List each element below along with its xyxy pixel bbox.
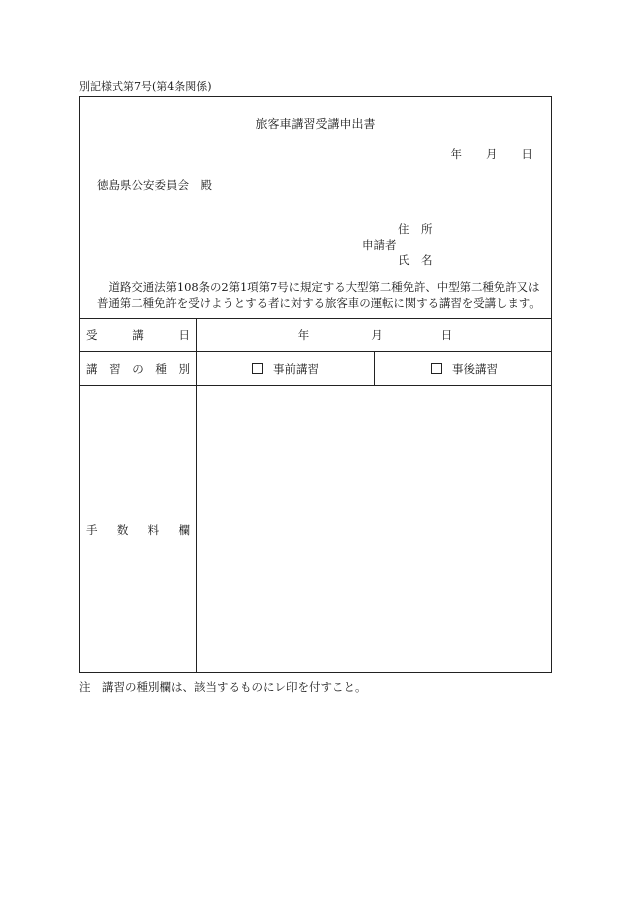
form-title: 旅客車講習受講申出書 [255,117,376,131]
day-label: 日 [521,147,533,161]
application-statement: 道路交通法第108条の2第1項第7号に規定する大型第二種免許、中型第二種免許又は普通第二種免許を受けようとする者に対する旅客車の運転に関する講習を受講します。 [97,280,541,310]
day-label: 日 [440,328,453,342]
footnote: 注 講習の種別欄は、該当するものにレ印を付すこと。 [79,680,367,694]
course-type-label: 講 習 の 種 別 [86,362,190,376]
course-type-divider [374,351,375,385]
address-label: 住 所 [398,222,433,236]
month-label: 月 [486,147,498,161]
name-label: 氏 名 [398,253,433,267]
form-reference: 別記様式第7号(第4条関係) [79,80,212,93]
addressee: 徳島県公安委員会 殿 [97,178,212,192]
post-course-label: 事後講習 [452,362,498,376]
post-course-option[interactable] [431,361,498,377]
attendance-date-label: 受 講 日 [86,328,190,342]
table-top-border [80,318,551,319]
post-course-checkbox[interactable] [431,363,442,374]
applicant-label: 申請者 [362,238,397,252]
submission-date [451,146,534,162]
row-divider [80,351,551,352]
pre-course-checkbox[interactable] [252,363,263,374]
year-label: 年 [450,147,462,161]
pre-course-option[interactable] [252,361,319,377]
year-label: 年 [297,328,310,342]
pre-course-label: 事前講習 [273,362,319,376]
attendance-date-field[interactable] [197,327,553,343]
fee-label: 手 数 料 欄 [86,523,190,537]
month-label: 月 [371,328,383,342]
fee-stamp-area[interactable] [197,386,552,672]
application-form [79,96,552,673]
